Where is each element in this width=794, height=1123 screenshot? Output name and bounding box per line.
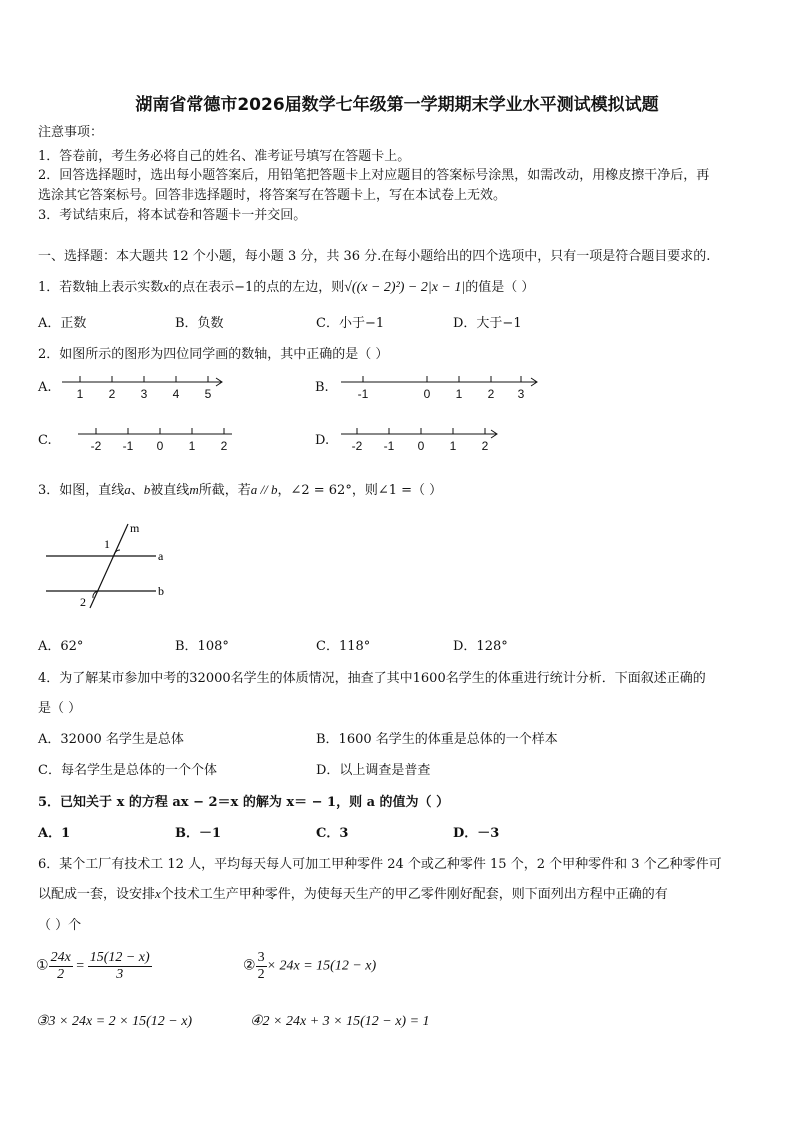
q3-option-c: C．118° (316, 639, 371, 654)
q2-stem: 2．如图所示的图形为四位同学画的数轴，其中正确的是（ ） (38, 347, 389, 362)
q5-stem: 5．已知关于 x 的方程 ax − 2＝x 的解为 x＝ − 1，则 a 的值为（ ） (38, 795, 450, 810)
numberline-tick-label: 1 (76, 387, 84, 401)
q1-option-a: A．正数 (38, 316, 87, 331)
q1-option-c: C．小于−1 (316, 316, 385, 331)
numberline-tick-label: -1 (122, 439, 134, 453)
q5-option-d: D．－3 (453, 826, 500, 841)
numberline-tick-label: 2 (487, 387, 495, 401)
q5-option-a: A．1 (38, 826, 71, 841)
q2-numberline-a (58, 372, 228, 402)
q3-figure-m: m (130, 521, 140, 535)
note-2b: 选涂其它答案标号。回答非选择题时，将答案写在答题卡上，写在本试卷上无效。 (38, 188, 507, 203)
note-2a: 2．回答选择题时，选出每小题答案后，用铅笔把答题卡上对应题目的答案标号涂黑，如需改动，用橡皮擦干净后，再 (38, 168, 710, 183)
numberline-tick-label: 1 (449, 439, 457, 453)
q3-figure (38, 520, 178, 612)
q6-equation-3: ③3 × 24x = 2 × 15(12 − x) (36, 1014, 193, 1029)
q4-stem-b: 是（ ） (38, 701, 82, 716)
numberline-tick-label: -1 (383, 439, 395, 453)
note-3: 3．考试结束后，将本试卷和答题卡一并交回。 (38, 208, 307, 223)
q5-option-b: B．－1 (175, 826, 222, 841)
q2-label-c: C. (38, 433, 52, 448)
numberline-tick-label: -2 (90, 439, 102, 453)
q6-line-1: 6．某个工厂有技术工 12 人，平均每天每人可加工甲种零件 24 个或乙种零件 15 个，2 个甲种零件和 3 个乙种零件可 (38, 857, 722, 872)
numberline-tick-label: 1 (455, 387, 463, 401)
q3-stem: 3．如图，直线a、b被直线m所截，若a // b，∠2 = 62°，则∠1 =（ ） (38, 482, 443, 498)
numberline-tick-label: 1 (188, 439, 196, 453)
q1-option-b: B．负数 (175, 316, 224, 331)
q1-expression: √((x − 2)²) − 2|x − 1| (344, 280, 466, 295)
q5-option-c: C．3 (316, 826, 349, 841)
q3-figure-a: a (158, 549, 164, 563)
q2-numberline-d (337, 424, 503, 454)
numberline-tick-label: -2 (351, 439, 363, 453)
q3-option-a: A．62° (38, 639, 84, 654)
q3-option-b: B．108° (175, 639, 229, 654)
q4-option-b: B．1600 名学生的体重是总体的一个样本 (316, 732, 558, 747)
q6-equation-4: ④2 × 24x + 3 × 15(12 − x) = 1 (250, 1014, 430, 1029)
q1-stem: 1．若数轴上表示实数x的点在表示−1的点的左边，则√((x − 2)²) − 2|x − 1|的值是（ ） (38, 279, 535, 295)
q6-line-2: 以配成一套，设安排x个技术工生产甲种零件，为使每天生产的甲乙零件刚好配套，则下面列出方程中正确的有 (38, 886, 668, 902)
numberline-tick-label: 0 (156, 439, 164, 453)
q4-option-a: A．32000 名学生是总体 (38, 732, 184, 747)
q4-option-d: D．以上调查是普查 (316, 763, 431, 778)
numberline-tick-label: 2 (220, 439, 228, 453)
q3-figure-2: 2 (80, 595, 86, 609)
q1-option-d: D．大于−1 (453, 316, 522, 331)
q2-label-b: B. (315, 380, 329, 395)
page-title: 湖南省常德市2026届数学七年级第一学期期末学业水平测试模拟试题 (135, 95, 659, 115)
q2-numberline-b (337, 372, 543, 402)
numberline-tick-label: 3 (517, 387, 525, 401)
numberline-tick-label: 3 (140, 387, 148, 401)
q2-numberline-c (74, 424, 236, 454)
q2-label-d: D. (315, 433, 330, 448)
section-heading: 一、选择题：本大题共 12 个小题，每小题 3 分，共 36 分.在每小题给出的四个选项中，只有一项是符合题目要求的. (38, 249, 711, 264)
numberline-tick-label: 5 (204, 387, 212, 401)
numberline-tick-label: 0 (423, 387, 431, 401)
q3-figure-1: 1 (104, 537, 110, 551)
numberline-tick-label: -1 (357, 387, 369, 401)
q4-option-c: C．每名学生是总体的一个个体 (38, 763, 217, 778)
notes-heading: 注意事项： (38, 125, 104, 140)
numberline-tick-label: 2 (108, 387, 116, 401)
note-1: 1．答卷前，考生务必将自己的姓名、准考证号填写在答题卡上。 (38, 149, 411, 164)
q4-stem-a: 4．为了解某市参加中考的32000名学生的体质情况，抽查了其中1600名学生的体重进行统计分析．下面叙述正确的 (38, 671, 706, 686)
q6-equation-1: ① $\frac{24x}{2}$ = $\frac{15(12 - x)}{3}$ (36, 950, 150, 982)
numberline-tick-label: 4 (172, 387, 180, 401)
q6-line-3: （ ）个 (38, 918, 82, 933)
numberline-tick-label: 0 (417, 439, 425, 453)
q3-option-d: D．128° (453, 639, 508, 654)
q3-figure-b: b (158, 584, 164, 598)
numberline-tick-label: 2 (481, 439, 489, 453)
q2-label-a: A. (38, 380, 52, 395)
q6-equation-2: ② $\frac{3}{2}$ × 24x = 15(12 − x) (243, 950, 377, 982)
